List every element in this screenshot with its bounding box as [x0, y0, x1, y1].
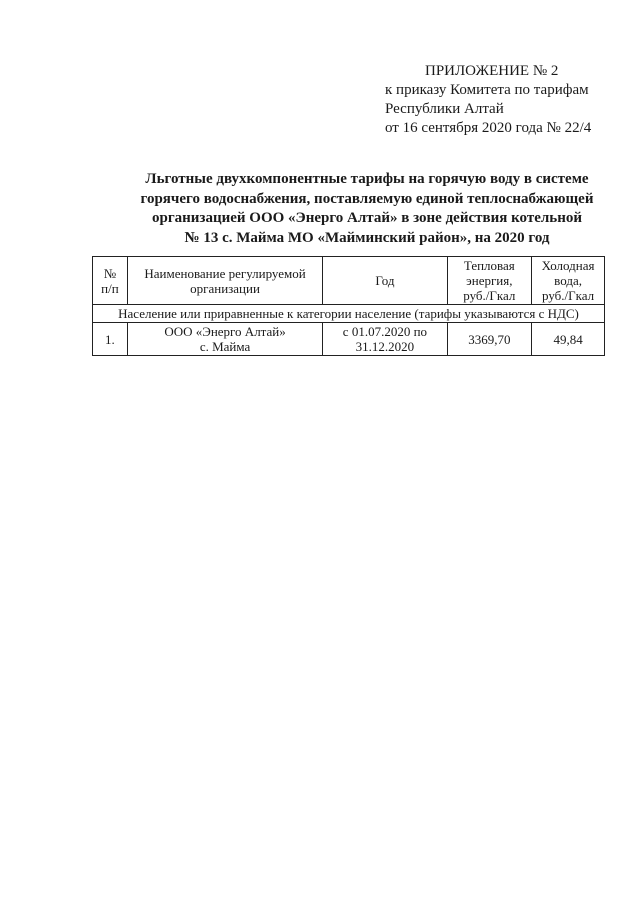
table-section-row [93, 305, 605, 323]
row-organization: ООО «Энерго Алтай» с. Майма [127, 323, 323, 356]
appendix-order-ref: к приказу Комитета по тарифам [385, 82, 589, 98]
title-line-1: Льготные двухкомпонентные тарифы на горячую воду в системе [145, 171, 589, 187]
title-line-3: организацией ООО «Энерго Алтай» в зоне действия котельной [151, 210, 583, 226]
row-heat-tariff: 3369,70 [447, 323, 532, 356]
appendix-date: от 16 сентября 2020 года № 22/4 [385, 120, 592, 136]
appendix-title: ПРИЛОЖЕНИЕ № 2 [425, 63, 559, 79]
tariff-table [92, 256, 605, 356]
table-row [93, 323, 605, 356]
document-title [130, 170, 604, 248]
row-number: 1. [93, 323, 128, 356]
table-header-row [93, 257, 605, 305]
row-water-tariff: 49,84 [532, 323, 605, 356]
title-line-2: горячего водоснабжения, поставляемую единой теплоснабжающей [140, 190, 594, 207]
header-year: Год [323, 257, 447, 305]
appendix-region: Республики Алтай [385, 101, 504, 117]
header-cold-water: Холодная вода, руб./Гкал [532, 257, 605, 305]
header-organization: Наименование регулируемой организации [127, 257, 323, 305]
header-heat-energy: Тепловая энергия, руб./Гкал [447, 257, 532, 305]
title-line-4: № 13 с. Майма МО «Майминский район», на 2020 год [184, 229, 550, 246]
row-period: с 01.07.2020 по 31.12.2020 [323, 323, 447, 356]
appendix-block [385, 62, 591, 138]
header-number: № п/п [93, 257, 128, 305]
section-population: Население или приравненные к категории население (тарифы указываются с НДС) [93, 305, 605, 323]
